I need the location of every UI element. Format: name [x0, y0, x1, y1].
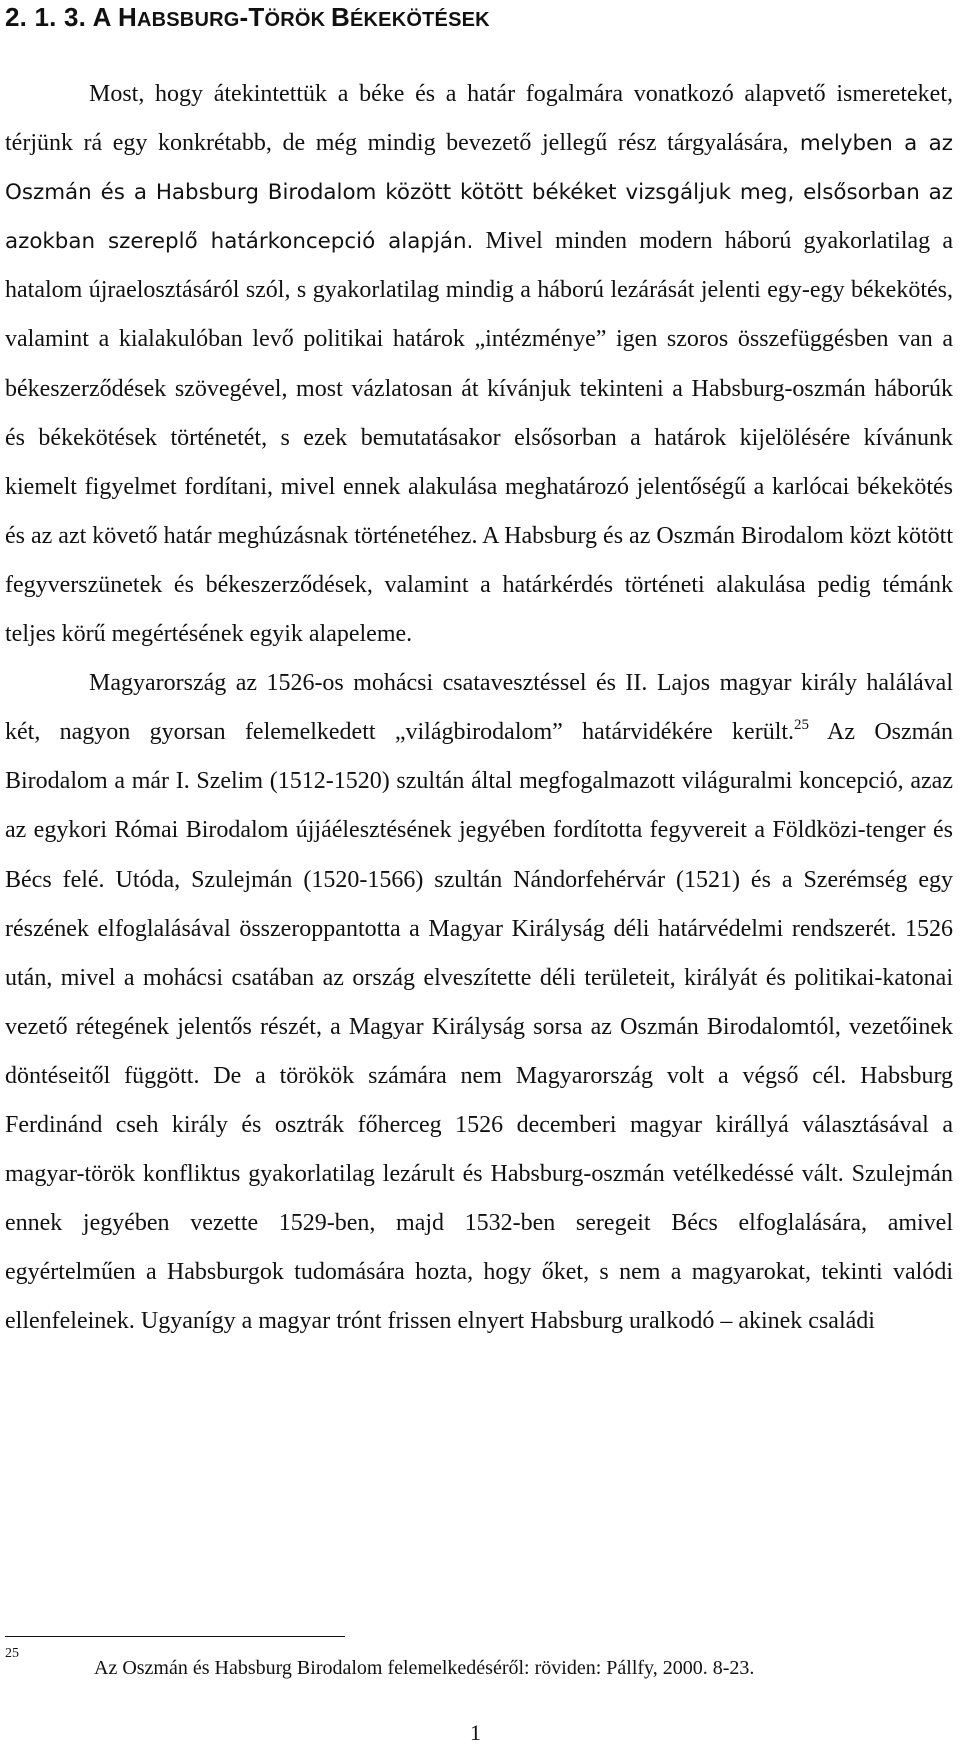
- sans-fragment: melyben a az Oszmán és a Habsburg Birodalom között kötött békéket vizsgáljuk meg, elsősorban az azokban szereplő határkoncepció alapján.: [5, 131, 953, 255]
- body-text: [5, 70, 953, 1346]
- footnote-reference[interactable]: 25: [794, 717, 810, 734]
- paragraph-1: Most, hogy átekintettük a béke és a határ fogalmára vonatkozó alapvető ismereteket, térjünk rá egy konkrétabb, de még mindig bevezető jellegű rész tárgyalására, melyben a az Oszmán és a Habsburg Birodalom között kötött békéket vizsgáljuk meg, elsősorban az azokban szereplő határkoncepció alapján. Mivel minden modern háború gyakorlatilag a hatalom újraelosztásáról szól, s gyakorlatilag mindig a háború lezárását jelenti egy-egy békekötés, valamint a kialakulóban levő politikai határok „intézménye” igen szoros összefüggésben van a békeszerződések szövegével, most vázlatosan át kívánjuk tekinteni a Habsburg-oszmán háborúk és békekötések történetét, s ezek bemutatásakor elsősorban a határok kijelölésére kívánunk kiemelt figyelmet fordítani, mivel ennek alakulása meghatározó jelentőségű a karlócai békekötés és az azt követő határ meghúzásnak történetéhez. A Habsburg és az Oszmán Birodalom közt kötött fegyverszünetek és békeszerződések, valamint a határkérdés történeti alakulása pedig témánk teljes körű megértésének egyik alapeleme.: [5, 81, 953, 648]
- paragraph-2: Magyarország az 1526-os mohácsi csatavesztéssel és II. Lajos magyar király halálával két, nagyon gyorsan felemelkedett „világbirodalom” határvidékére került.$^{25}$ Az Oszmán Birodalom a már I. Szelim (1512-1520) szultán által megfogalmazott világuralmi koncepció, azaz az egykori Római Birodalom újjáélesztésének jegyében fordította fegyvereit a Földközi-tenger és Bécs felé. Utóda, Szulejmán (1520-1566) szultán Nándorfehérvár (1521) és a Szerémség egy részének elfoglalásával összeroppantotta a Magyar Királyság déli határvédelmi rendszerét. 1526 után, mivel a mohácsi csatában az ország elveszítette déli területeit, királyát és politikai-katonai vezető rétegének jelentős részét, a Magyar Királyság sorsa az Oszmán Birodalomtól, vezetőinek döntéseitől függött. De a törökök számára nem Magyarország volt a végső cél. Habsburg Ferdinánd cseh király és osztrák főherceg 1526 decemberi magyar királlyá választásával a magyar-török konfliktus gyakorlatilag lezárult és Habsburg-oszmán vetélkedéssé vált. Szulejmán ennek jegyében vezette 1529-ben, majd 1532-ben seregeit Bécs elfoglalására, amivel egyértelműen a Habsburgok tudomására hozta, hogy őket, s nem a magyarokat, tekinti valódi ellenfeleinek. Ugyanígy a magyar trónt frissen elnyert Habsburg uralkodó – akinek családi: [5, 670, 953, 1335]
- footnote-mark: 25: [5, 1646, 19, 1661]
- section-heading: 2. 1. 3. A HABSBURG-TÖRÖK BÉKEKÖTÉSEK: [5, 2, 490, 32]
- footnote-separator: [5, 1636, 345, 1637]
- page-number: 1: [470, 1720, 481, 1745]
- section-number: 2. 1. 3.: [5, 2, 93, 32]
- footnote-text: Az Oszmán és Habsburg Birodalom felemelkedéséről: röviden: Pállfy, 2000. 8-23.: [94, 1657, 755, 1679]
